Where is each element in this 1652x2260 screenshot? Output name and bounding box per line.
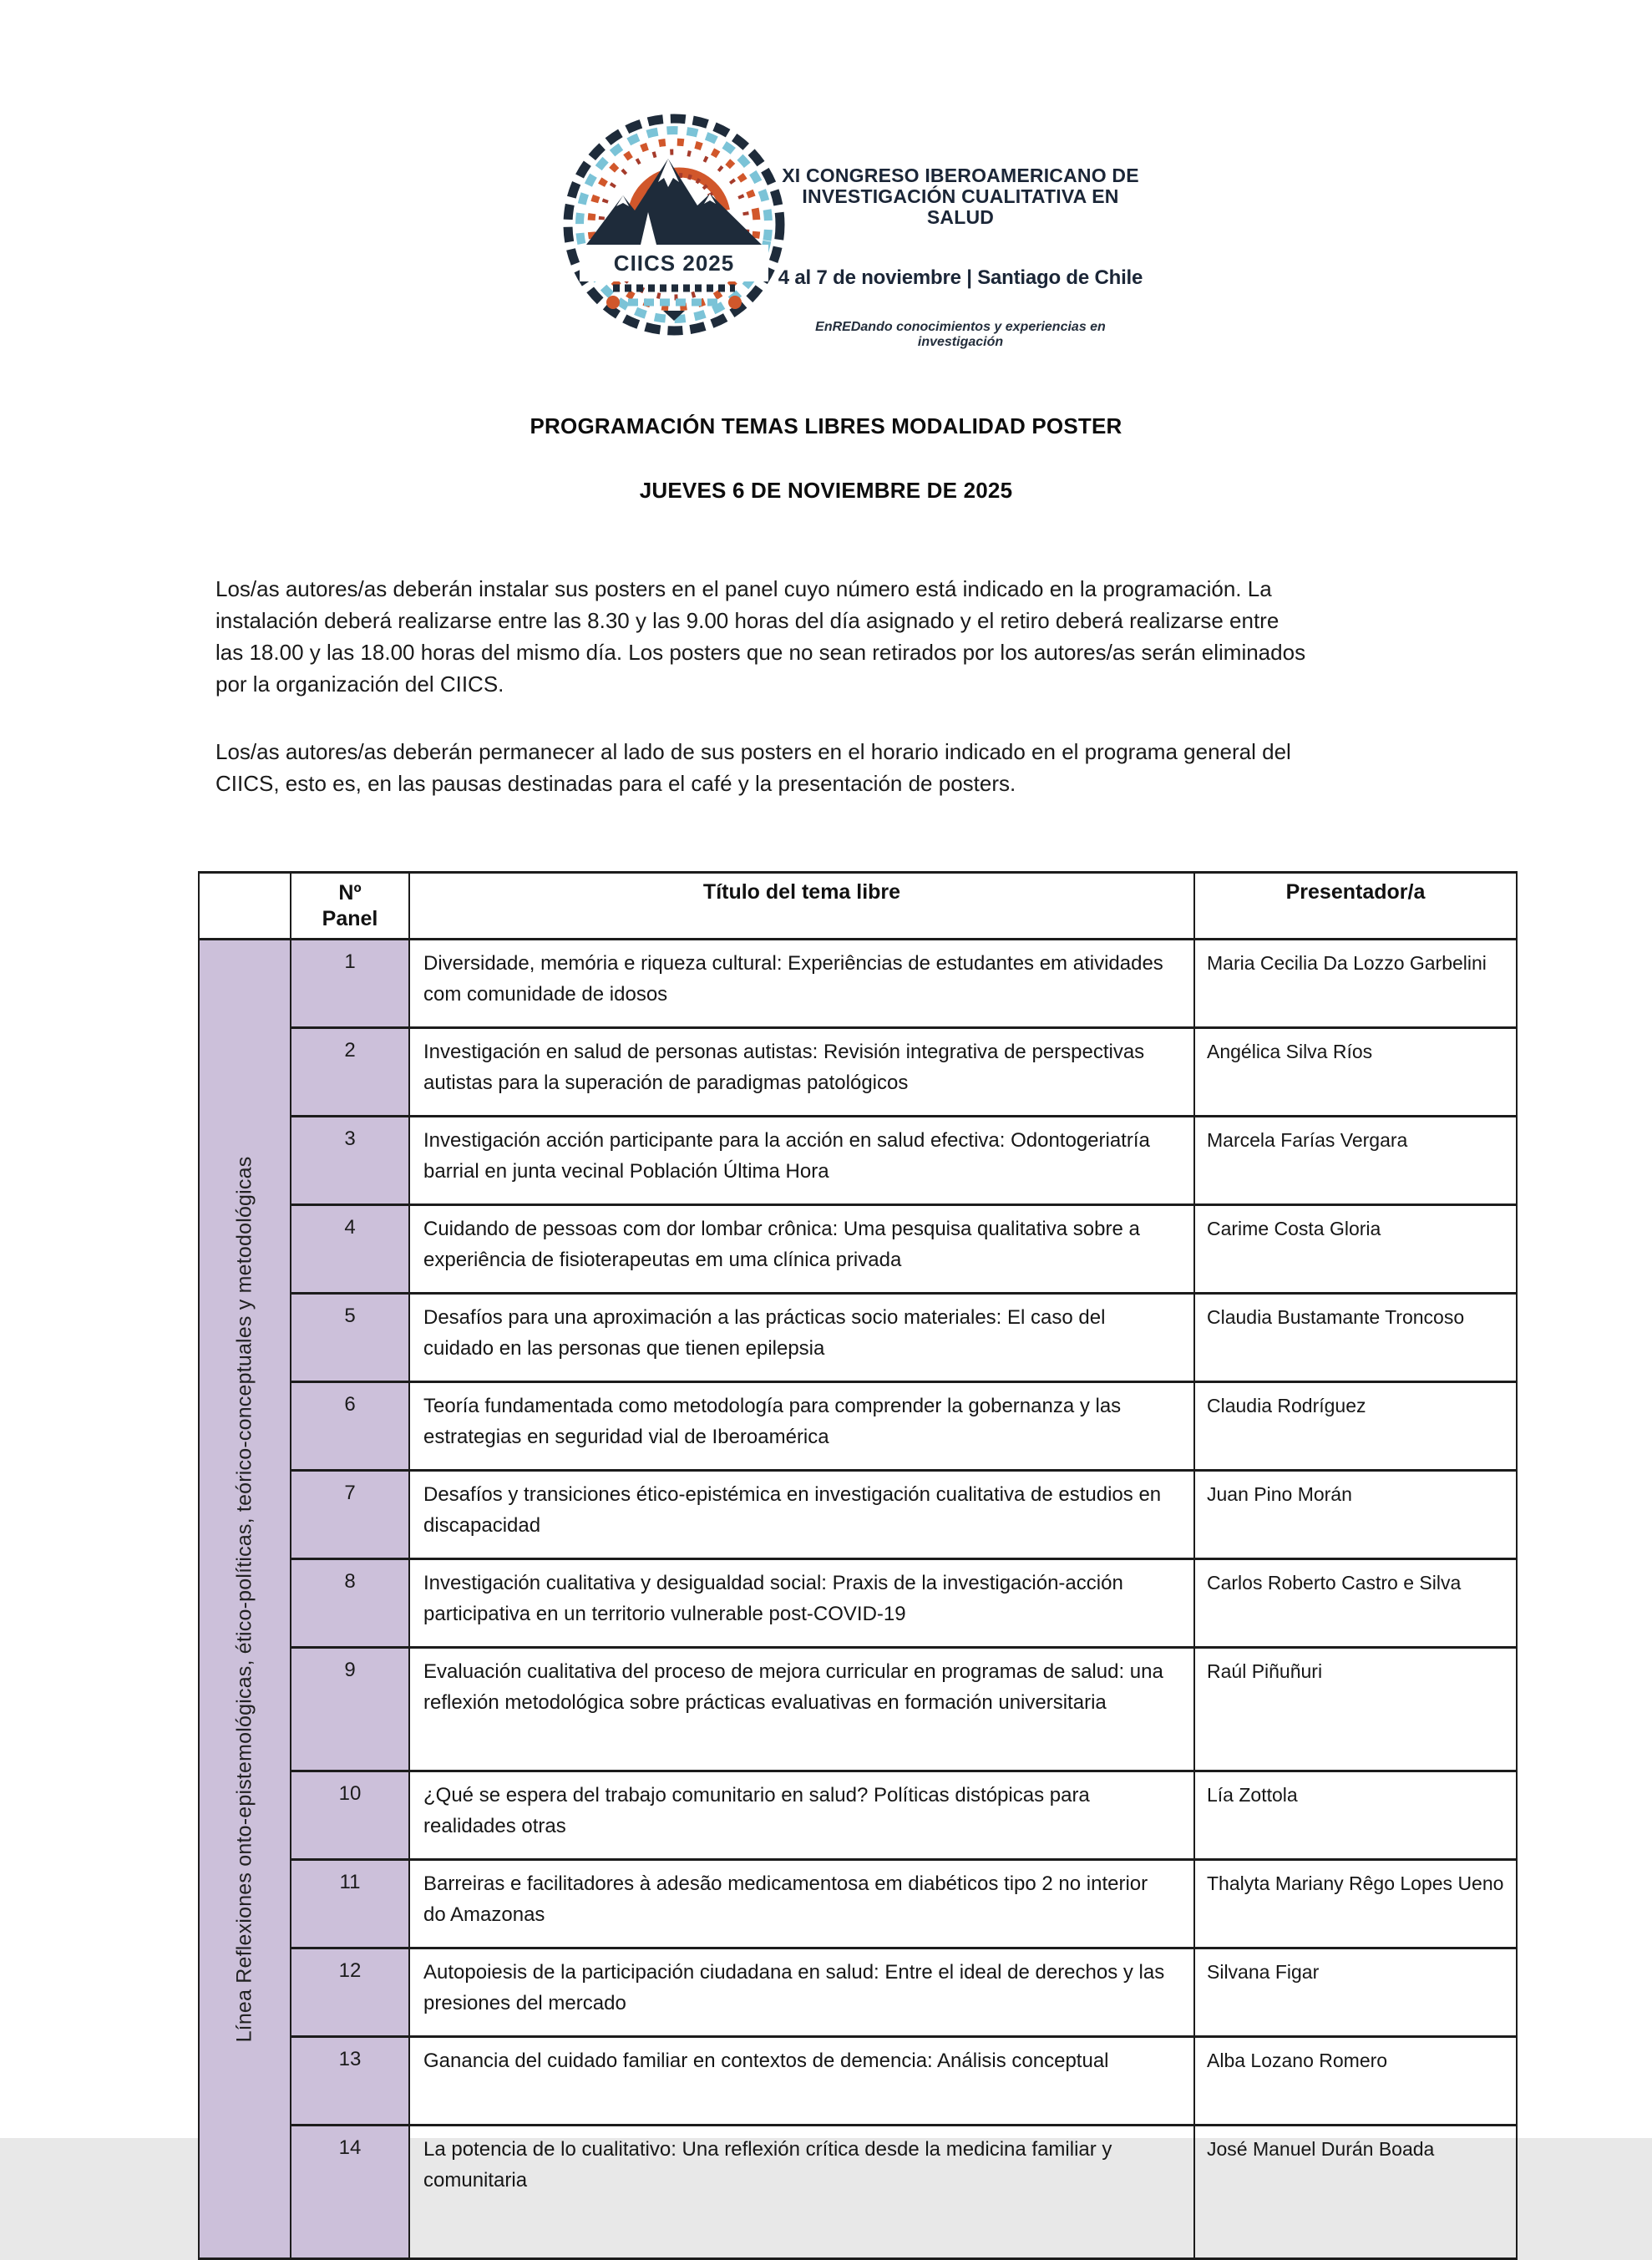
congress-name	[773, 165, 1148, 228]
column-header-title: Título del tema libre	[409, 873, 1194, 940]
topic-title-cell: Investigación en salud de personas autistas: Revisión integrativa de perspectivas autistas para la superación de paradigmas patológicos	[409, 1028, 1194, 1117]
paragraph-line: las 18.00 y las 18.00 horas del mismo día. Los posters que no sean retirados por los autores/as serán eliminados	[215, 640, 1306, 665]
logo-badge-text: CIICS 2025	[613, 251, 735, 276]
presenter-name-cell: Juan Pino Morán	[1194, 1471, 1517, 1559]
table-row	[199, 1471, 1517, 1559]
congress-slogan: EnREDando conocimientos y experiencias en investigación	[815, 320, 1106, 349]
table-row	[199, 1860, 1517, 1948]
presenter-name-cell: Alba Lozano Romero	[1194, 2037, 1517, 2126]
paragraph-line: CIICS, esto es, en las pausas destinadas para el café y la presentación de posters.	[215, 771, 1016, 796]
topic-title-cell: ¿Qué se espera del trabajo comunitario en salud? Políticas distópicas para realidades otras	[409, 1771, 1194, 1860]
topic-title-cell: Evaluación cualitativa del proceso de mejora curricular en programas de salud: una reflexión metodológica sobre prácticas evaluativas en formación universitaria	[409, 1648, 1194, 1771]
line-category-cell	[199, 940, 291, 2259]
instructions-paragraph-1	[215, 573, 1452, 700]
logo-dot-left	[606, 296, 620, 309]
presenter-name-cell: Carlos Roberto Castro e Silva	[1194, 1559, 1517, 1648]
table-corner-cell	[199, 873, 291, 940]
ciics-2025-logo	[561, 112, 787, 337]
paragraph-line: Los/as autores/as deberán instalar sus posters en el panel cuyo número está indicado en la programación. La	[215, 576, 1272, 601]
table-row	[199, 1382, 1517, 1471]
table-row	[199, 1205, 1517, 1294]
paragraph-line: Los/as autores/as deberán permanecer al lado de sus posters en el horario indicado en el programa general del	[215, 739, 1291, 764]
panel-number-cell: 3	[291, 1117, 409, 1205]
table-row	[199, 1648, 1517, 1771]
paragraph-line: instalación deberá realizarse entre las 8.30 y las 9.00 horas del día asignado y el retiro deberá realizarse entre	[215, 608, 1280, 633]
panel-number-cell: 11	[291, 1860, 409, 1948]
presenter-name-cell: Carime Costa Gloria	[1194, 1205, 1517, 1294]
presenter-name-cell: Thalyta Mariany Rêgo Lopes Ueno	[1194, 1860, 1517, 1948]
topic-title-cell: Ganancia del cuidado familiar en contextos de demencia: Análisis conceptual	[409, 2037, 1194, 2126]
table-row	[199, 1028, 1517, 1117]
topic-title-cell: Barreiras e facilitadores à adesão medicamentosa em diabéticos tipo 2 no interior do Amazonas	[409, 1860, 1194, 1948]
presenter-name-cell: Angélica Silva Ríos	[1194, 1028, 1517, 1117]
logo-dot-right	[728, 296, 742, 309]
panel-number-cell: 8	[291, 1559, 409, 1648]
panel-number-cell: 13	[291, 2037, 409, 2126]
presenter-name-cell: Silvana Figar	[1194, 1948, 1517, 2037]
paragraph-line: por la organización del CIICS.	[215, 671, 504, 697]
table-row	[199, 1117, 1517, 1205]
topic-title-cell: Cuidando de pessoas com dor lombar crônica: Uma pesquisa qualitativa sobre a experiência de fisioterapeutas em uma clínica privada	[409, 1205, 1194, 1294]
column-header-presenter: Presentador/a	[1194, 873, 1517, 940]
line-category-label: Línea Reflexiones onto-epistemológicas, ético-políticas, teórico-conceptuales y metodológicas	[232, 1156, 256, 2042]
panel-number-cell: 12	[291, 1948, 409, 2037]
column-header-panel-line1: Nº	[338, 881, 362, 905]
panel-number-cell: 7	[291, 1471, 409, 1559]
presenter-name-cell: Claudia Rodríguez	[1194, 1382, 1517, 1471]
panel-number-cell: 9	[291, 1648, 409, 1771]
table-row	[199, 2037, 1517, 2126]
presenter-name-cell: Claudia Bustamante Troncoso	[1194, 1294, 1517, 1382]
topic-title-cell: Desafíos y transiciones ético-epistémica en investigación cualitativa de estudios en discapacidad	[409, 1471, 1194, 1559]
presenter-name-cell: Maria Cecilia Da Lozzo Garbelini	[1194, 940, 1517, 1028]
column-header-panel-line2: Panel	[322, 907, 378, 930]
table-row	[199, 1771, 1517, 1860]
topic-title-cell: Autopoiesis de la participación ciudadana en salud: Entre el ideal de derechos y las presiones del mercado	[409, 1948, 1194, 2037]
table-row	[199, 1559, 1517, 1648]
column-header-panel	[291, 873, 409, 940]
table-header-row	[199, 873, 1517, 940]
table-row	[199, 1294, 1517, 1382]
presenter-name-cell: Lía Zottola	[1194, 1771, 1517, 1860]
poster-program-table	[198, 871, 1518, 2260]
presenter-name-cell: Raúl Piñuñuri	[1194, 1648, 1517, 1771]
table-row	[199, 1948, 1517, 2037]
table-row	[199, 940, 1517, 1028]
topic-title-cell: Investigación acción participante para la acción en salud efectiva: Odontogeriatría barrial en junta vecinal Población Última Hora	[409, 1117, 1194, 1205]
panel-number-cell: 10	[291, 1771, 409, 1860]
congress-name-line2: INVESTIGACIÓN CUALITATIVA EN SALUD	[802, 185, 1119, 228]
panel-number-cell: 2	[291, 1028, 409, 1117]
instructions-paragraph-2	[215, 736, 1452, 799]
topic-title-cell: Desafíos para una aproximación a las prácticas socio materiales: El caso del cuidado en las personas que tienen epilepsia	[409, 1294, 1194, 1382]
presenter-name-cell: José Manuel Durán Boada	[1194, 2126, 1517, 2259]
topic-title-cell: Teoría fundamentada como metodología para comprender la gobernanza y las estrategias en seguridad vial de Iberoamérica	[409, 1382, 1194, 1471]
table-row	[199, 2126, 1517, 2259]
panel-number-cell: 4	[291, 1205, 409, 1294]
panel-number-cell: 6	[291, 1382, 409, 1471]
page-date-title: JUEVES 6 DE NOVIEMBRE DE 2025	[639, 478, 1013, 503]
presenter-name-cell: Marcela Farías Vergara	[1194, 1117, 1517, 1205]
panel-number-cell: 1	[291, 940, 409, 1028]
topic-title-cell: Diversidade, memória e riqueza cultural: Experiências de estudantes em atividades com comunidade de idosos	[409, 940, 1194, 1028]
panel-number-cell: 14	[291, 2126, 409, 2259]
congress-date-location: 4 al 7 de noviembre | Santiago de Chile	[778, 266, 1143, 289]
topic-title-cell: La potencia de lo cualitativo: Una reflexión crítica desde la medicina familiar y comunitaria	[409, 2126, 1194, 2259]
page-title: PROGRAMACIÓN TEMAS LIBRES MODALIDAD POSTER	[530, 413, 1122, 438]
panel-number-cell: 5	[291, 1294, 409, 1382]
topic-title-cell: Investigación cualitativa y desigualdad social: Praxis de la investigación-acción participativa en un territorio vulnerable post-COVID-19	[409, 1559, 1194, 1648]
congress-name-line1: XI CONGRESO IBEROAMERICANO DE	[782, 165, 1139, 186]
logo-text-block	[773, 165, 1148, 350]
